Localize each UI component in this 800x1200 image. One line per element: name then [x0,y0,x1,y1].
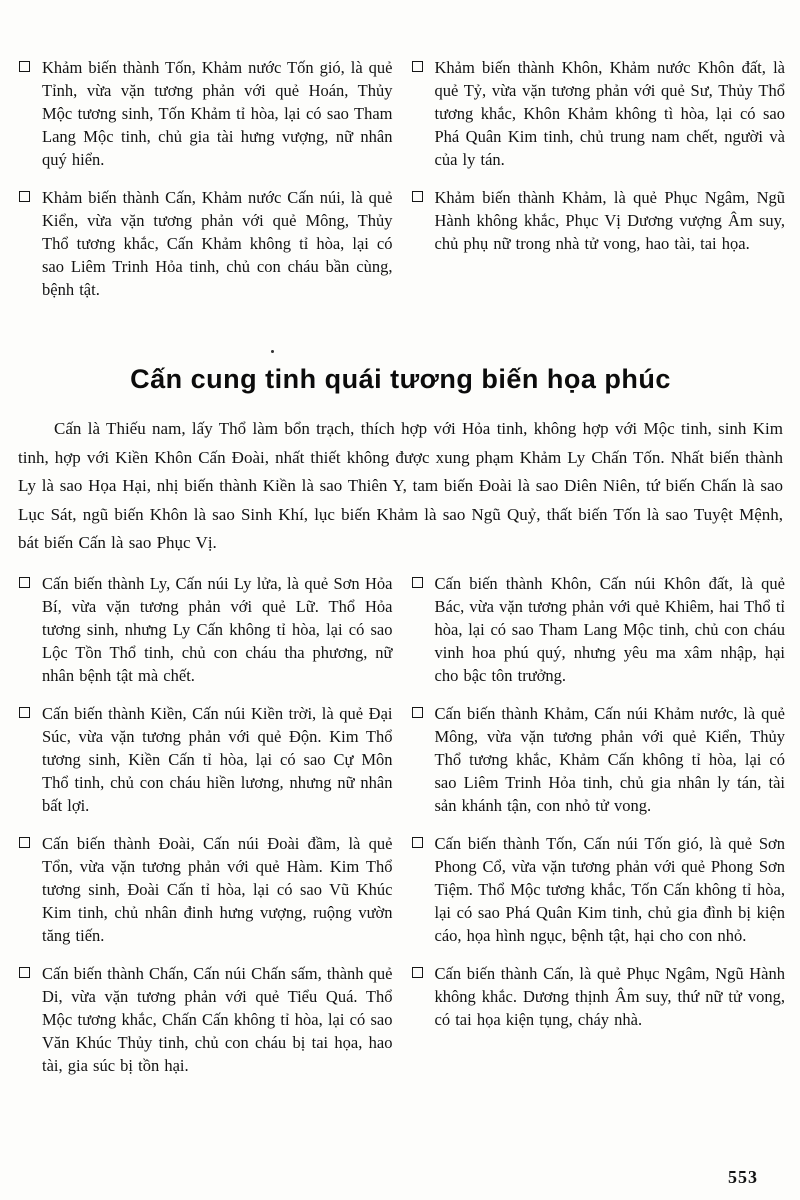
list-item [16,572,393,687]
list-item-text: Khảm biến thành Khôn, Khảm nước Khôn đất, là quẻ Tỷ, vừa vặn tương phản với quẻ Sư, Thủy Thổ tương khắc, Khôn Khảm không tì hòa, lại có sao Phá Quân Kim tinh, chủ trung nam chết, người và của ly tán. [434,58,785,169]
list-item-text: Khảm biến thành Khảm, là quẻ Phục Ngâm, Ngũ Hành không khắc, Phục Vị Dương vượng Âm suy, chủ phụ nữ trong nhà tử vong, hao tài, tai họa. [434,188,785,253]
list-item [16,702,393,817]
list-item [409,186,786,255]
list-item-text: Cấn biến thành Khảm, Cấn núi Khảm nước, là quẻ Mông, vừa vặn tương phản với quẻ Kiển, Thủy Thổ tương khắc, Khảm Cấn không tỉ hòa, lại có sao Liêm Trinh Hỏa tinh, chủ gia nhân ly tán, tài sản khánh tận, con nhỏ tử vong. [434,703,785,815]
list-item [409,572,786,687]
list-item-text: Khảm biến thành Tốn, Khảm nước Tốn gió, là quẻ Tỉnh, vừa vặn tương phản với quẻ Hoán, Thủy Mộc tương sinh, Tốn Khảm tỉ hòa, lại có sao Tham Lang Mộc tinh, chủ gia tài hưng vượng, nữ nhân quý hiển. [42,58,393,169]
list-item [409,962,786,1031]
checkbox-bullet-icon [19,707,30,718]
list-item [16,832,393,947]
checkbox-bullet-icon [412,967,423,978]
list-item [16,56,393,171]
top-right-column [409,56,786,316]
top-section [16,56,785,316]
intro-paragraph: Cấn là Thiếu nam, lấy Thổ làm bổn trạch, thích hợp với Hỏa tinh, không hợp với Mộc tinh, sinh Kim tinh, hợp với Kiền Khôn Cấn Đoài, nhất thiết không được xung phạm Khảm Ly Chấn Tốn. Nhất biến thành Ly là sao Họa Hại, nhị biến thành Kiền là sao Thiên Y, tam biến Đoài là sao Diên Niên, tứ biến Chấn là sao Lục Sát, ngũ biến Khôn là sao Sinh Khí, lục biến Khảm là sao Ngũ Quỷ, thất biến Tốn là sao Tuyệt Mệnh, bát biến Cấn là sao Phục Vị. [18,419,783,552]
list-item [409,702,786,817]
list-item-text: Cấn biến thành Tốn, Cấn núi Tốn gió, là quẻ Sơn Phong Cổ, vừa vặn tương phản với quẻ Phong Sơn Tiệm. Thổ Mộc tương khắc, Tốn Cấn không tỉ hòa, lại có sao Phá Quân Kim tinh, chủ gia đình bị kiện cáo, họa hình ngục, bệnh tật, hại cho con nhỏ. [434,833,785,945]
checkbox-bullet-icon [19,191,30,202]
checkbox-bullet-icon [19,577,30,588]
list-item-text: Khảm biến thành Cấn, Khảm nước Cấn núi, là quẻ Kiển, vừa vặn tương phản với quẻ Mông, Thủy Thổ tương khắc, Cấn Khảm không tỉ hòa, lại có sao Liêm Trinh Hỏa tinh, chủ con cháu bần cùng, bệnh tật. [42,188,393,299]
page-number: 553 [728,1167,758,1187]
list-item-text: Cấn biến thành Kiền, Cấn núi Kiền trời, là quẻ Đại Súc, vừa vặn tương phản với quẻ Độn. Kim Thổ tương sinh, Kiền Cấn tỉ hòa, lại có sao Cự Môn Thổ tinh, chủ con cháu hiền lương, nhưng nữ nhân bất lợi. [42,703,393,815]
section-title: Cấn cung tinh quái tương biến họa phúc [130,364,671,394]
list-item-text: Cấn biến thành Khôn, Cấn núi Khôn đất, là quẻ Bác, vừa vặn tương phản với quẻ Khiêm, hai Thổ tỉ hòa, lại có sao Tham Lang Mộc tinh, chủ con cháu vinh hoa phú quý, nhưng yêu ma xâm nhập, hại cho bậc tôn trưởng. [434,573,785,685]
scan-artifact-dot [271,350,274,353]
list-item-text: Cấn biến thành Đoài, Cấn núi Đoài đầm, là quẻ Tổn, vừa vặn tương phản với quẻ Hàm. Kim Thổ tương sinh, Đoài Cấn tỉ hòa, lại có sao Vũ Khúc Kim tinh, chủ nhân đinh hưng vượng, ruộng vườn tăng tiến. [42,833,393,945]
checkbox-bullet-icon [412,191,423,202]
main-right-column [409,572,786,1092]
top-left-column [16,56,393,316]
checkbox-bullet-icon [412,707,423,718]
checkbox-bullet-icon [19,61,30,72]
main-left-column [16,572,393,1092]
main-section [16,572,785,1092]
checkbox-bullet-icon [412,61,423,72]
list-item-text: Cấn biến thành Cấn, là quẻ Phục Ngâm, Ngũ Hành không khắc. Dương thịnh Âm suy, thứ nữ tử vong, có tai họa kiện tụng, cháy nhà. [434,963,785,1029]
list-item-text: Cấn biến thành Chấn, Cấn núi Chấn sấm, thành quẻ Di, vừa vặn tương phản với quẻ Tiểu Quá. Thổ Mộc tương khắc, Chấn Cấn không tỉ hòa, lại có sao Văn Khúc Thủy tinh, chủ con cháu bị tai họa, hao tài, gia súc bị tồn hại. [42,963,393,1075]
list-item [16,186,393,301]
list-item [409,832,786,947]
checkbox-bullet-icon [19,837,30,848]
list-item [16,962,393,1077]
checkbox-bullet-icon [412,577,423,588]
checkbox-bullet-icon [19,967,30,978]
checkbox-bullet-icon [412,837,423,848]
list-item [409,56,786,171]
list-item-text: Cấn biến thành Ly, Cấn núi Ly lửa, là quẻ Sơn Hỏa Bí, vừa vặn tương phản với quẻ Lữ. Thổ Hỏa tương sinh, nhưng Ly Cấn không tỉ hòa, lại có sao Lộc Tồn Thổ tinh, chủ con cháu tha phương, nữ nhân bệnh tật mà chết. [42,573,393,685]
